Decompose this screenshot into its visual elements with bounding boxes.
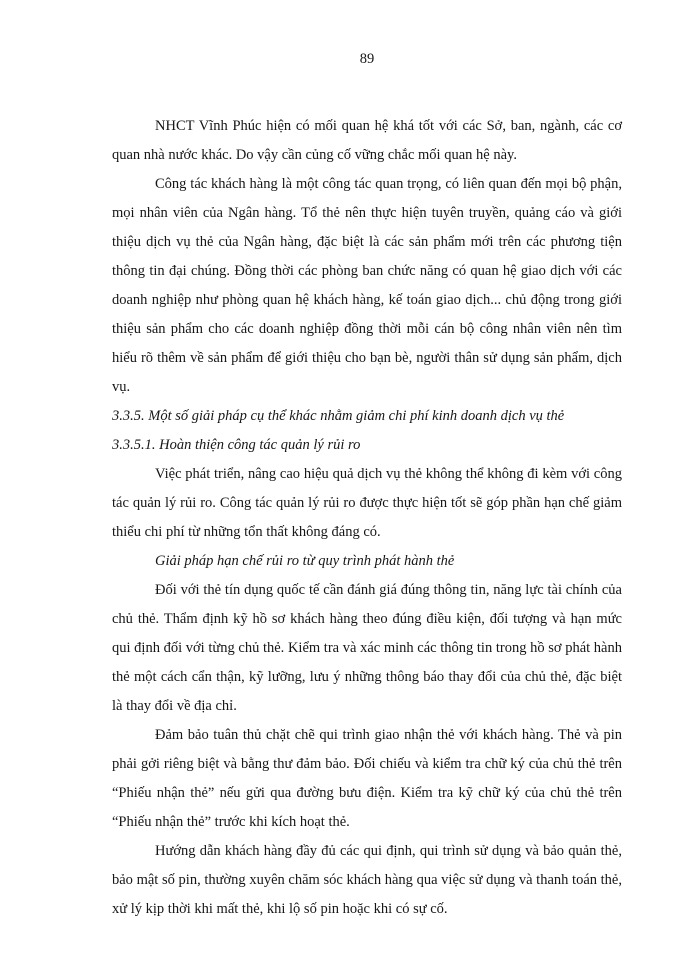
page-number: 89 bbox=[359, 51, 375, 67]
paragraph-risk-management: Việc phát triển, nâng cao hiệu quả dịch vụ thẻ không thể không đi kèm với công tác quản lý rủi ro. Công tác quản lý rủi ro được thực hiện tốt sẽ góp phần hạn chế giảm thiểu chi phí từ những tổn thất không đáng có. bbox=[112, 466, 622, 540]
document-body bbox=[112, 112, 622, 924]
section-heading-3-3-5: 3.3.5. Một số giải pháp cụ thể khác nhằm giảm chi phí kinh doanh dịch vụ thẻ bbox=[112, 408, 565, 424]
paragraph-credit-appraisal: Đối với thẻ tín dụng quốc tế cần đánh giá đúng thông tin, năng lực tài chính của chủ thẻ. Thẩm định kỹ hồ sơ khách hàng theo đúng điều kiện, đối tượng và hạn mức qui định đối với từng chủ thẻ. Kiểm tra và xác minh các thông tin trong hồ sơ phát hành thẻ một cách cẩn thận, kỹ lưỡng, lưu ý những thông báo thay đổi của chủ thẻ, đặc biệt là thay đổi về địa chỉ. bbox=[112, 582, 622, 714]
subheading-issuing-solution: Giải pháp hạn chế rủi ro từ quy trình phát hành thẻ bbox=[155, 553, 455, 569]
paragraph-customer-guidance: Hướng dẫn khách hàng đầy đủ các qui định, qui trình sử dụng và bảo quản thẻ, bảo mật số pin, thường xuyên chăm sóc khách hàng qua việc sử dụng và thanh toán thẻ, xử lý kịp thời khi mất thẻ, khi lộ số pin hoặc khi có sự cố. bbox=[112, 843, 622, 917]
paragraph-customer-work: Công tác khách hàng là một công tác quan trọng, có liên quan đến mọi bộ phận, mọi nhân viên của Ngân hàng. Tổ thẻ nên thực hiện tuyên truyền, quảng cáo và giới thiệu dịch vụ thẻ của Ngân hàng, đặc biệt là các sản phẩm mới trên các phương tiện thông tin đại chúng. Đồng thời các phòng ban chức năng có quan hệ giao dịch với các doanh nghiệp như phòng quan hệ khách hàng, kế toán giao dịch... chủ động trong giới thiệu sản phẩm cho các doanh nghiệp đồng thời mỗi cán bộ công nhân viên nên tìm hiểu rõ thêm về sản phẩm để giới thiệu cho bạn bè, người thân sử dụng sản phẩm, dịch vụ. bbox=[112, 176, 622, 395]
paragraph-relations: NHCT Vĩnh Phúc hiện có mối quan hệ khá tốt với các Sở, ban, ngành, các cơ quan nhà nước khác. Do vậy cần củng cố vững chắc mối quan hệ này. bbox=[112, 118, 622, 163]
paragraph-card-delivery: Đảm bảo tuân thủ chặt chẽ qui trình giao nhận thẻ với khách hàng. Thẻ và pin phải gởi riêng biệt và bằng thư đảm bảo. Đối chiếu và kiểm tra chữ ký của chủ thẻ trên “Phiếu nhận thẻ” nếu gửi qua đường bưu điện. Kiểm tra kỹ chữ ký của chủ thẻ trên “Phiếu nhận thẻ” trước khi kích hoạt thẻ. bbox=[112, 727, 622, 830]
subsection-heading-3-3-5-1: 3.3.5.1. Hoàn thiện công tác quản lý rủi ro bbox=[112, 437, 361, 453]
